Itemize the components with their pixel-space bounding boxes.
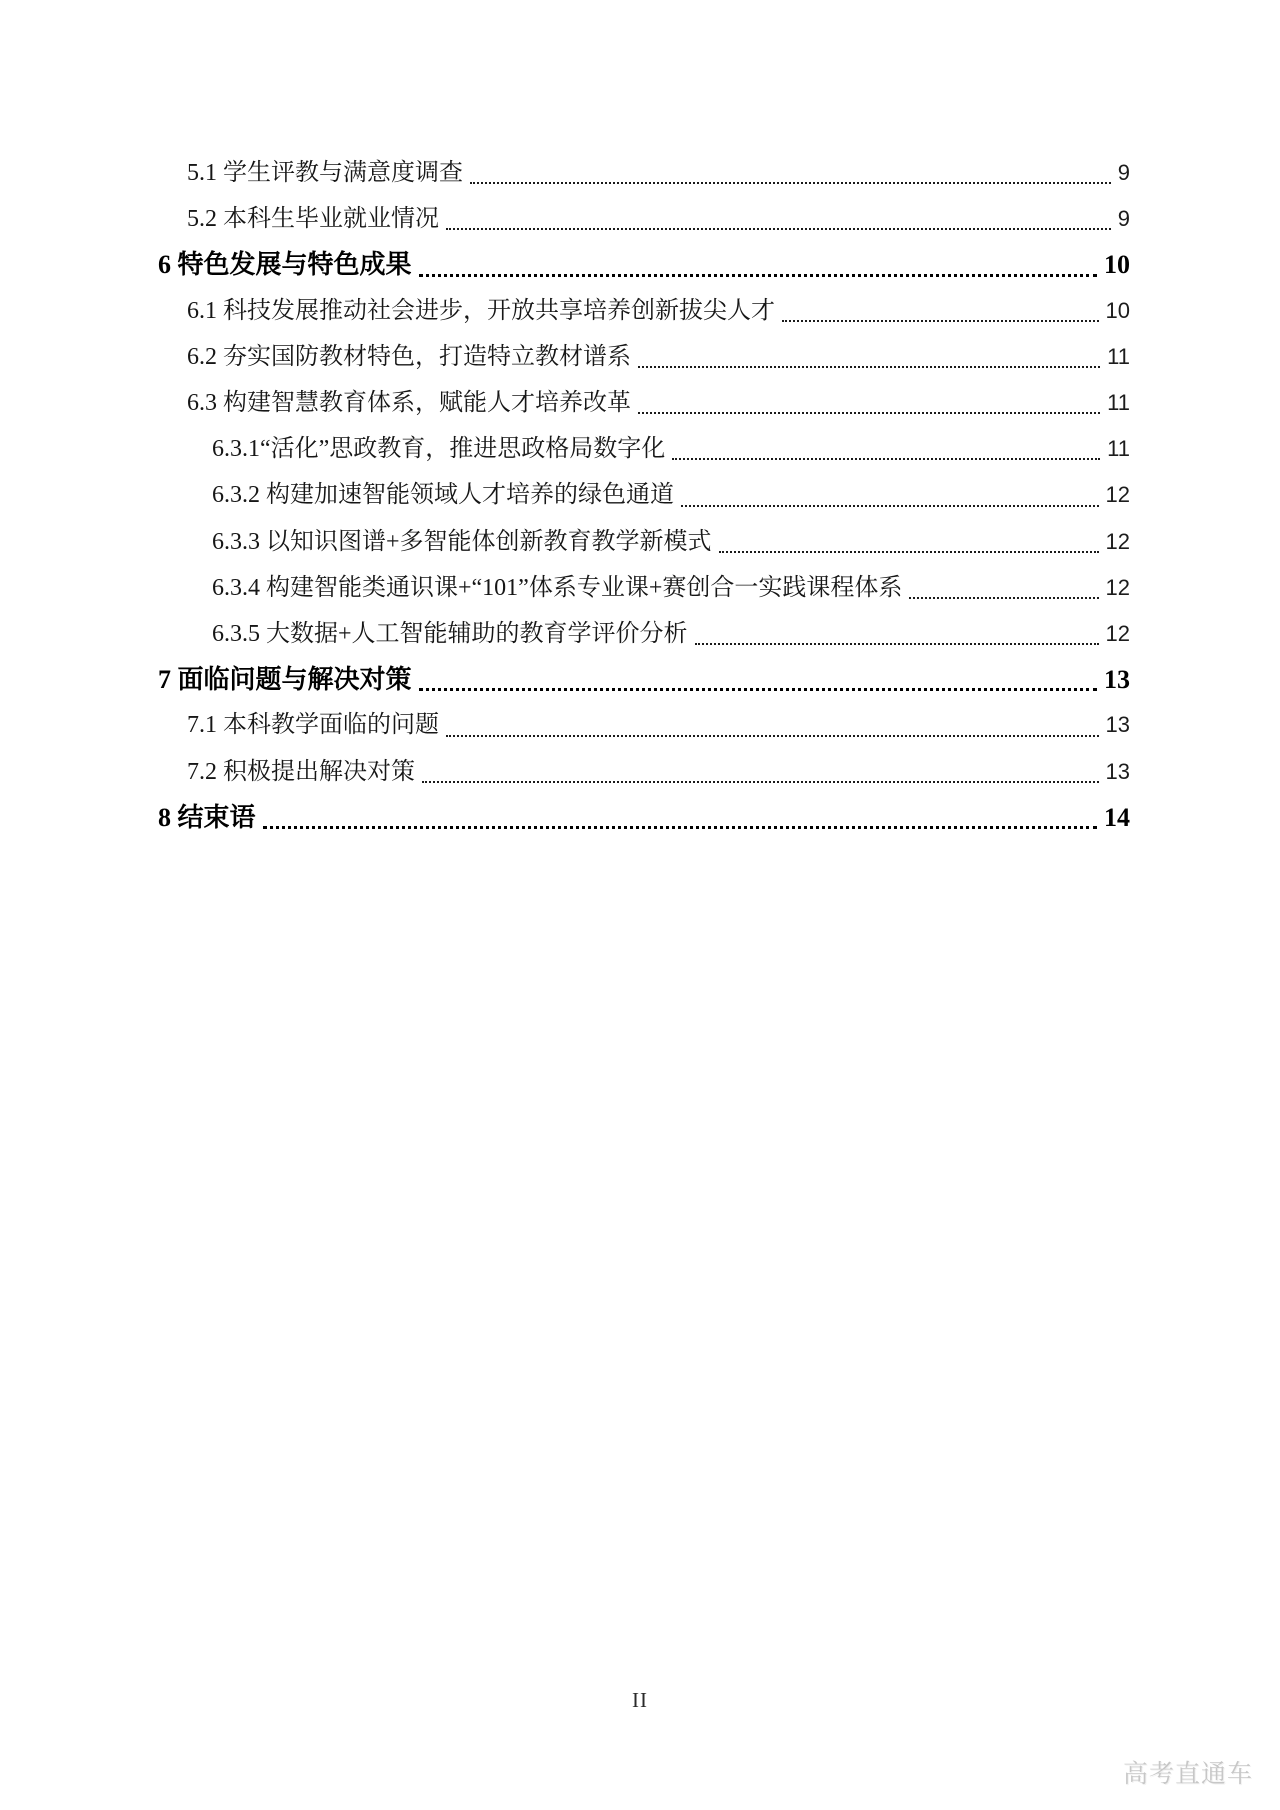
toc-entry-page: 10: [1104, 250, 1130, 280]
toc-entry-label: 6.3.5 大数据+人工智能辅助的教育学评价分析: [212, 621, 688, 648]
toc-list: [158, 150, 1130, 840]
toc-entry[interactable]: [158, 611, 1130, 657]
toc-entry-page: 14: [1104, 802, 1130, 832]
toc-entry-label: 6.3.1“活化”思政教育，推进思政格局数字化: [212, 436, 666, 463]
toc-entry[interactable]: [158, 795, 1130, 840]
toc-entry-label: 6.2 夯实国防教材特色，打造特立教材谱系: [187, 343, 631, 370]
toc-entry-page: 13: [1104, 665, 1130, 695]
toc-entry-label: 6.3.3 以知识图谱+多智能体创新教育教学新模式: [212, 528, 712, 555]
toc-entry-page: 12: [1105, 574, 1130, 600]
toc-entry[interactable]: [158, 380, 1130, 426]
toc-entry-label: 6.1 科技发展推动社会进步，开放共享培养创新拔尖人才: [187, 297, 775, 324]
dot-leader: [681, 505, 1099, 507]
toc-entry[interactable]: [158, 472, 1130, 518]
dot-leader: [782, 320, 1099, 322]
dot-leader: [263, 826, 1097, 829]
watermark-text: 高考直通车: [1122, 1760, 1253, 1788]
toc-entry-page: 12: [1105, 528, 1130, 554]
toc-entry-label: 5.1 学生评教与满意度调查: [187, 160, 463, 186]
dot-leader: [638, 412, 1100, 414]
toc-entry[interactable]: [158, 749, 1130, 795]
toc-entry-label: 5.2 本科生毕业就业情况: [187, 206, 439, 233]
dot-leader: [419, 274, 1097, 277]
toc-entry-label: 6.3 构建智慧教育体系，赋能人才培养改革: [187, 390, 631, 417]
toc-entry[interactable]: [158, 196, 1130, 242]
toc-entry[interactable]: [158, 242, 1130, 287]
footer-page-number: II: [632, 1688, 648, 1712]
dot-leader: [695, 643, 1099, 645]
dot-leader: [419, 688, 1097, 691]
toc-entry[interactable]: [158, 334, 1130, 380]
toc-entry[interactable]: [158, 519, 1130, 565]
toc-entry-label: 6.3.2 构建加速智能领域人才培养的绿色通道: [212, 482, 674, 509]
toc-entry[interactable]: [158, 657, 1130, 702]
toc-entry-label: 8 结束语: [158, 802, 256, 832]
toc-entry[interactable]: [158, 288, 1130, 334]
toc-entry-label: 6.3.4 构建智能类通识课+“101”体系专业课+赛创合一实践课程体系: [212, 574, 903, 601]
dot-leader: [446, 228, 1111, 230]
dot-leader: [638, 366, 1100, 368]
toc-entry-page: 12: [1105, 482, 1130, 508]
toc-entry-label: 6 特色发展与特色成果: [158, 250, 412, 280]
dot-leader: [909, 597, 1098, 599]
toc-entry-label: 7 面临问题与解决对策: [158, 665, 412, 695]
dot-leader: [719, 551, 1099, 553]
toc-entry-page: 12: [1105, 621, 1130, 647]
toc-entry-page: 9: [1117, 160, 1130, 185]
toc-entry-page: 11: [1107, 343, 1130, 369]
toc-entry-label: 7.1 本科教学面临的问题: [187, 712, 439, 739]
toc-entry-page: 9: [1117, 206, 1130, 232]
dot-leader: [446, 735, 1099, 737]
dot-leader: [470, 182, 1111, 184]
toc-entry-page: 13: [1105, 712, 1130, 738]
toc-entry-label: 7.2 积极提出解决对策: [187, 758, 415, 785]
toc-entry[interactable]: [158, 150, 1130, 196]
toc-entry-page: 11: [1107, 390, 1130, 416]
dot-leader: [672, 458, 1100, 460]
toc-entry-page: 10: [1105, 297, 1130, 323]
toc-entry[interactable]: [158, 565, 1130, 611]
toc-entry-page: 13: [1105, 758, 1130, 784]
toc-entry-page: 11: [1107, 436, 1130, 462]
toc-entry[interactable]: [158, 426, 1130, 472]
toc-entry[interactable]: [158, 702, 1130, 748]
dot-leader: [422, 781, 1099, 783]
